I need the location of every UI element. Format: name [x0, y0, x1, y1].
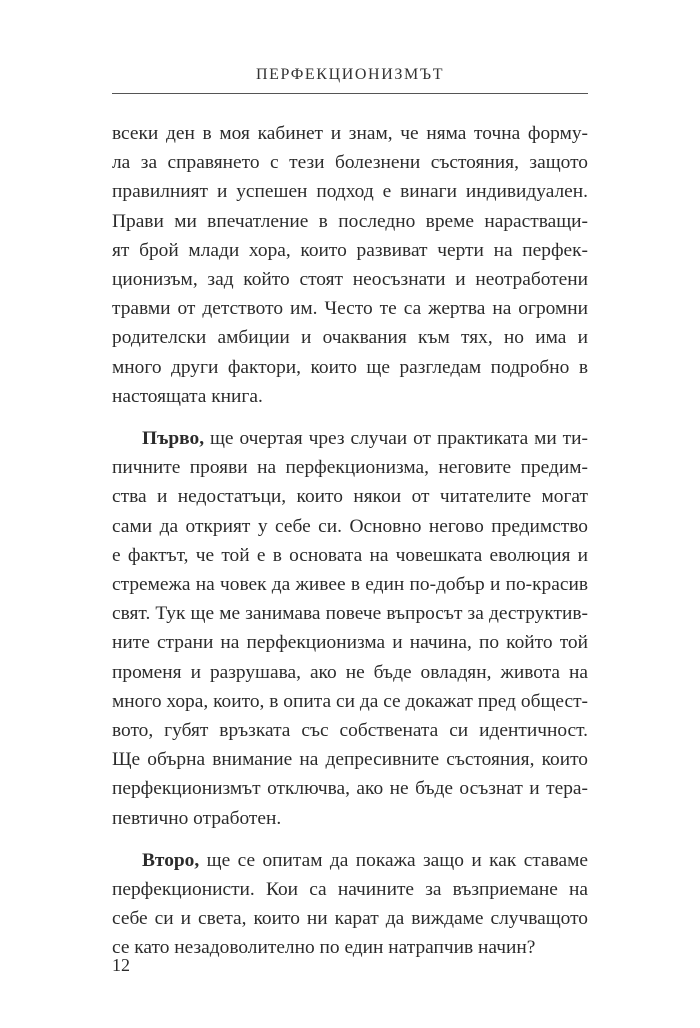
running-head: ПЕРФЕКЦИОНИЗМЪТ [255, 66, 445, 83]
text-line [112, 424, 588, 453]
text-line: настоящата книга. [112, 385, 263, 407]
text-line: всеки ден в моя кабинет и знам, че няма точна форму- [112, 123, 588, 144]
header-rule [112, 93, 588, 94]
text-line: ства и недостатъци, които някои от читателите могат [112, 486, 588, 508]
text-line: ят брой млади хора, които развиват черти на перфек- [112, 239, 588, 261]
text-line: ните страни на перфекционизма и начина, по който той [112, 632, 588, 654]
page-number: 12 [112, 955, 130, 975]
paragraph-3 [112, 846, 588, 963]
paragraph-1 [112, 119, 588, 411]
paragraph-lead: Второ, [142, 849, 200, 871]
text-line: стремежа на човек да живее в един по-добър и по-красив [112, 574, 588, 596]
text-line: се като незадоволително по един натрапчив начин? [112, 937, 536, 959]
text-line: перфекционизмът отключва, ако не бъде осъзнат и тера- [112, 778, 588, 800]
text-line: вото, губят връзката със собствената си идентичност. [112, 720, 588, 742]
text-line: ционизъм, зад който стоят неосъзнати и неотработени [112, 269, 588, 291]
text-line: много хора, които, в опита си да се докажат пред общест- [112, 690, 588, 712]
text-line: родителски амбиции и очаквания към тях, но има и [112, 327, 588, 349]
text-line: перфекционисти. Кои са начините за възприемане на [112, 879, 588, 901]
text-line [112, 846, 588, 875]
text-line: ла за справянето с тези болезнени състояния, защото [112, 152, 588, 174]
text-line-rest: ще се опитам да покажа защо и как ставаме [199, 849, 588, 871]
text-line: променя и разрушава, ако не бъде овладян, живота на [112, 661, 588, 683]
body-text [112, 119, 588, 963]
paragraph-2 [112, 424, 588, 833]
text-line: свят. Тук ще ме занимава повече въпросът за деструктив- [112, 603, 588, 625]
text-line: Ще обърна внимание на депресивните състояния, които [112, 749, 588, 771]
text-line: певтично отработен. [112, 807, 282, 829]
text-line: пичните прояви на перфекционизма, неговите предим- [112, 457, 588, 479]
text-line: правилният и успешен подход е винаги индивидуален. [112, 181, 588, 203]
text-line: сами да открият у себе си. Основно негово предимство [112, 515, 588, 537]
paragraph-lead: Първо, [142, 428, 205, 450]
text-line-rest: ще очертая чрез случаи от практиката ми ти- [204, 428, 588, 450]
text-line: травми от детството им. Често те са жертва на огромни [112, 298, 588, 320]
text-line: Прави ми впечатление в последно време нарастващи- [112, 210, 588, 232]
text-line: себе си и света, които ни карат да виждаме случващото [112, 908, 588, 930]
text-line: е фактът, че той е в основата на човешката еволюция и [112, 544, 588, 566]
text-line: много други фактори, които ще разгледам подробно в [112, 356, 588, 378]
